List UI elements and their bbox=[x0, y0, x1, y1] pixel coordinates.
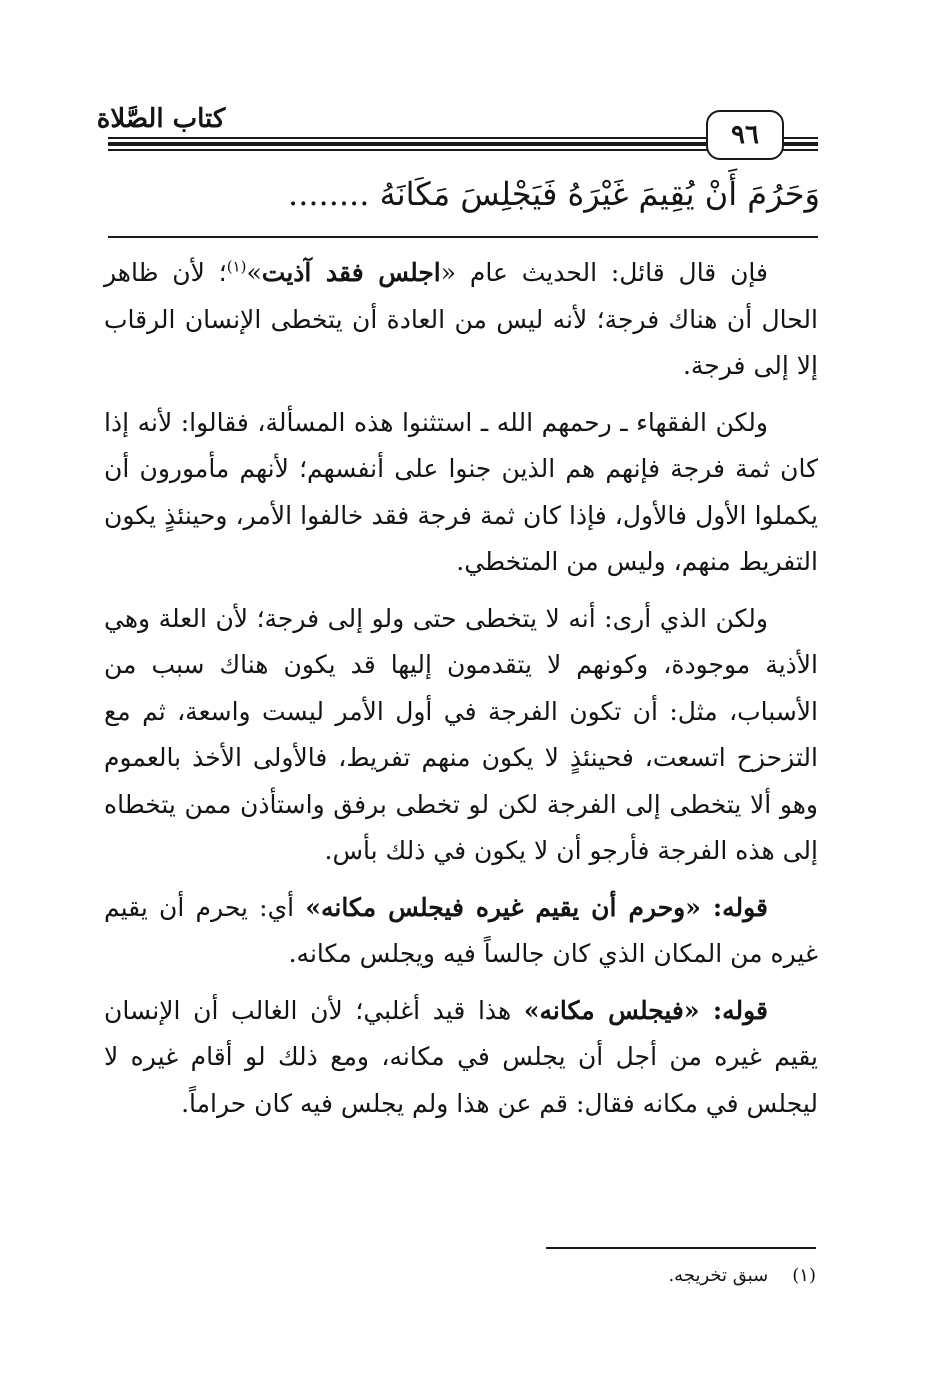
matn-separator bbox=[108, 236, 818, 238]
page-number: ٩٦ bbox=[706, 110, 784, 160]
paragraph-1-pre: فإن قال قائل: الحديث عام « bbox=[440, 258, 769, 287]
book-title: كتاب الصَّلاة bbox=[96, 104, 226, 134]
footnote-text: سبق تخريجه. bbox=[668, 1265, 769, 1286]
paragraph-3: ولكن الذي أرى: أنه لا يتخطى حتى ولو إلى فرجة؛ لأن العلة وهي الأذية موجودة، وكونهم لا يتقدمون إليها قد يكون هناك سبب من الأسباب، مثل: أن تكون الفرجة في أول الأمر ليست واسعة، ثم مع التزحزح اتسعت، فحينئذٍ لا يكون منهم تفريط، فالأولى الأخذ بالعموم وهو ألا يتخطى إلى الفرجة لكن لو تخطى برفق واستأذن ممن يتخطاه إلى هذه الفرجة فأرجو أن لا يكون في ذلك بأس. bbox=[104, 603, 818, 865]
footnote-separator bbox=[546, 1247, 816, 1249]
paragraph-5-lemma: قوله: «فيجلس مكانه» bbox=[523, 995, 769, 1025]
paragraph-1-post: ؛ لأن ظاهر الحال أن هناك فرجة؛ لأنه ليس من العادة أن يتخطى الإنسان الرقاب إلا إلى فرجة. bbox=[104, 258, 819, 380]
paragraph-2: ولكن الفقهاء ـ رحمهم الله ـ استثنوا هذه المسألة، فقالوا: لأنه إذا كان ثمة فرجة فإنهم هم الذين جنوا على أنفسهم؛ لأنهم مأمورون أن يكملوا الأول فالأول، فإذا كان ثمة فرجة فقد خالفوا الأمر، وحينئذٍ يكون التفريط منهم، وليس من المتخطي. bbox=[104, 407, 818, 576]
paragraph-1-quote-close: » bbox=[246, 258, 262, 287]
hadith-quote: اجلس فقد آذيت bbox=[261, 258, 441, 287]
page-header bbox=[0, 0, 940, 160]
paragraph-4-body: أي: يحرم أن يقيم غيره من المكان الذي كان جالساً فيه ويجلس مكانه. bbox=[104, 892, 818, 968]
matn-text: وَحَرُمَ أَنْ يُقِيمَ غَيْرَهُ فَيَجْلِسَ مَكَانَهُ ........ bbox=[288, 175, 820, 213]
footnote-reference: (١) bbox=[226, 257, 247, 276]
commentary-body bbox=[104, 250, 818, 1137]
footnote-number: (١) bbox=[792, 1265, 816, 1286]
paragraph-5 bbox=[104, 988, 818, 1128]
paragraph-1 bbox=[104, 250, 818, 390]
paragraph-5-body: هذا قيد أغلبي؛ لأن الغالب أن الإنسان يقيم غيره من أجل أن يجلس في مكانه، ومع ذلك لو أقام غيره لا ليجلس في مكانه فقال: قم عن هذا ولم يجلس فيه كان حراماً. bbox=[104, 995, 818, 1118]
paragraph-4 bbox=[104, 885, 818, 978]
paragraph-4-lemma: قوله: «وحرم أن يقيم غيره فيجلس مكانه» bbox=[305, 892, 768, 922]
footnote bbox=[500, 1262, 816, 1290]
